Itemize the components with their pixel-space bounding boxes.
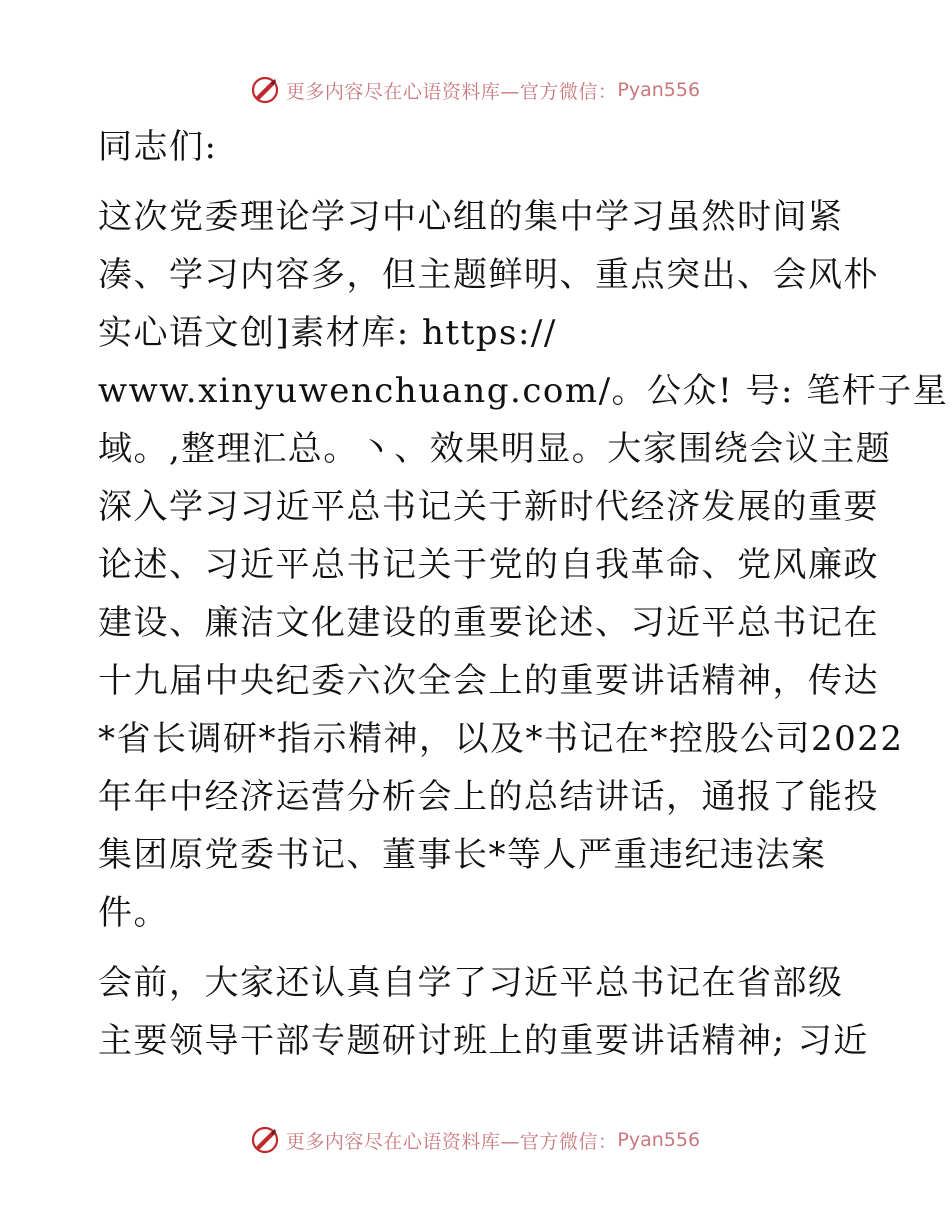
wechat-id: Pyan556	[617, 79, 701, 101]
text-line: 年年中经济运营分析会上的总结讲话，通报了能投	[98, 777, 879, 817]
salutation: 同志们:	[98, 127, 218, 167]
wechat-id: Pyan556	[617, 1129, 701, 1151]
text-line: 这次党委理论学习中心组的集中学习虽然时间紧	[98, 197, 844, 237]
text-line: 域。,整理汇总。丶、效果明显。大家围绕会议主题	[98, 429, 892, 469]
paragraph-1	[98, 188, 949, 942]
text-line: 实心语文创]素材库: https://	[98, 313, 557, 353]
text-line: 会前，大家还认真自学了习近平总书记在省部级	[98, 963, 844, 1003]
pen-logo-icon	[250, 75, 280, 105]
text-line: 集团原党委书记、董事长*等人严重违纪违法案	[98, 835, 827, 875]
pen-logo-icon	[250, 1125, 280, 1155]
text-line: 主要领导干部专题研讨班上的重要讲话精神; 习近	[98, 1021, 869, 1061]
paragraph-2	[98, 954, 869, 1070]
text-line: 深入学习习近平总书记关于新时代经济发展的重要	[98, 487, 879, 527]
text-line: 凑、学习内容多，但主题鲜明、重点突出、会风朴	[98, 255, 879, 295]
document-body	[98, 118, 949, 1070]
text-line: 件。	[98, 893, 169, 933]
banner-text: 更多内容尽在心语资料库—官方微信：	[285, 80, 618, 103]
footer-banner	[0, 1120, 950, 1160]
text-line: 建设、廉洁文化建设的重要论述、习近平总书记在	[98, 603, 879, 643]
text-line: 十九届中央纪委六次全会上的重要讲话精神，传达	[98, 661, 879, 701]
text-line: 论述、习近平总书记关于党的自我革命、党风廉政	[98, 545, 879, 585]
banner-text: 更多内容尽在心语资料库—官方微信：	[285, 1130, 618, 1153]
header-banner	[0, 70, 950, 110]
text-line: www.xinyuwenchuang.com/。公众! 号: 笔杆子星	[98, 371, 949, 411]
text-line: *省长调研*指示精神，以及*书记在*控股公司2022	[98, 719, 904, 759]
